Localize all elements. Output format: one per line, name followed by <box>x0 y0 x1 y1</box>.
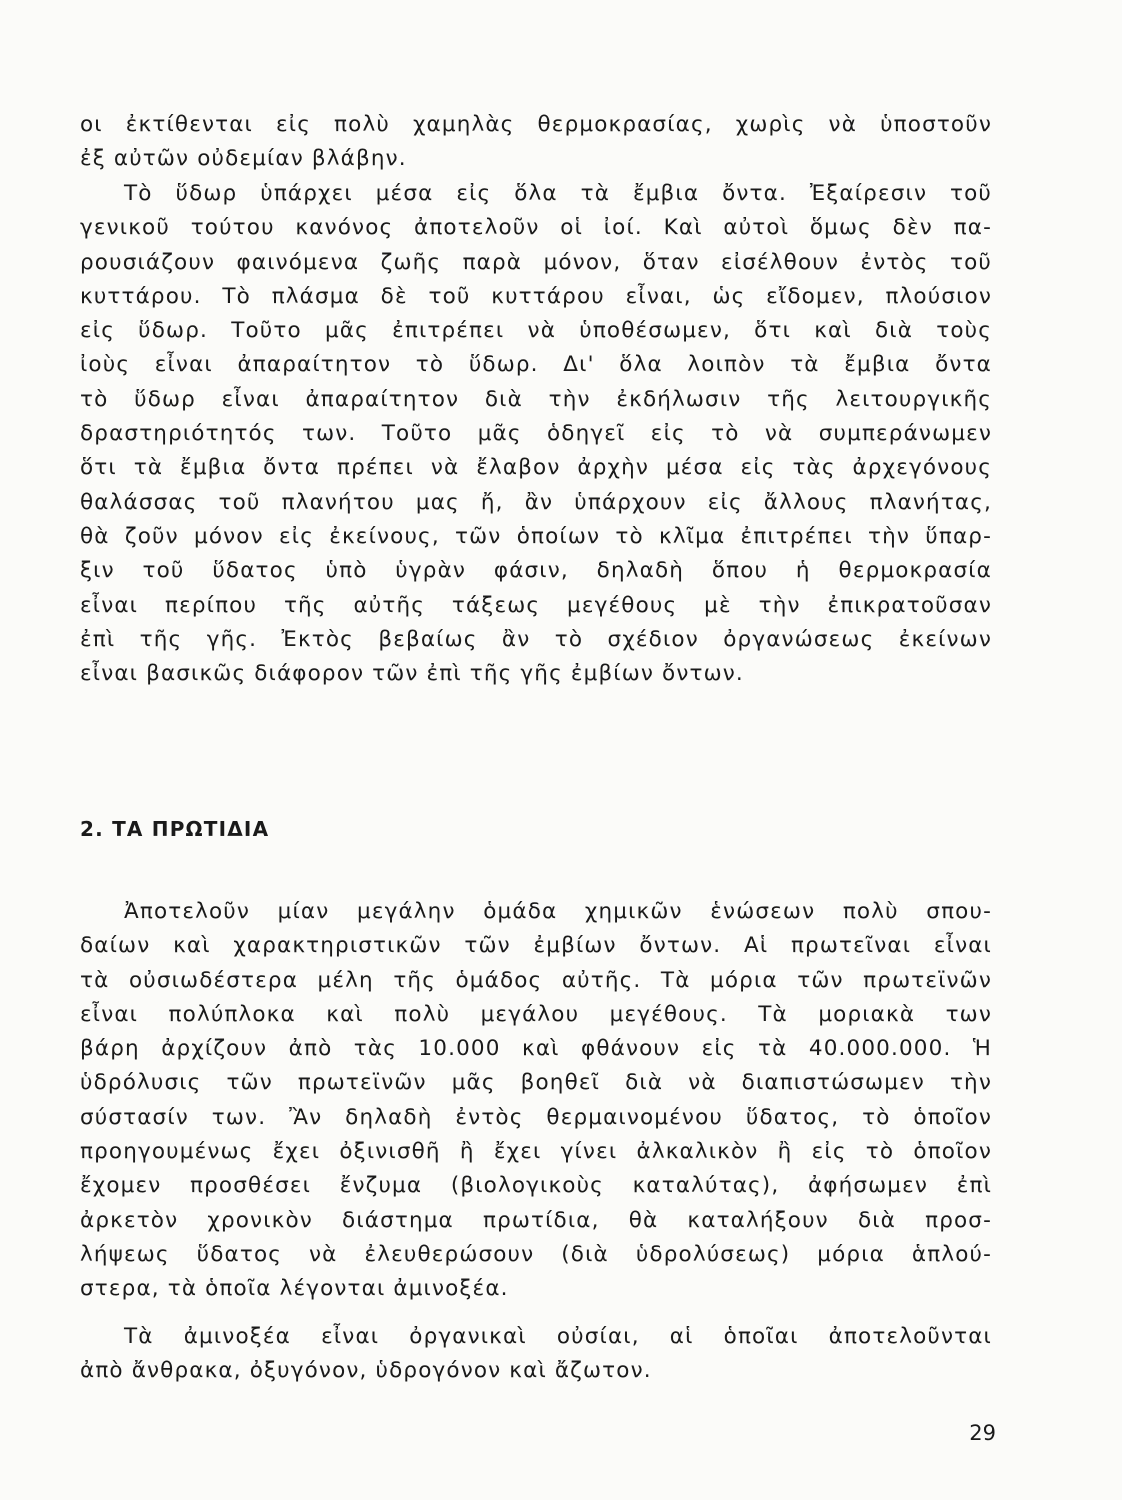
paragraph-amino-acids <box>80 1320 992 1389</box>
text-line: Τὰ ἀμινοξέα εἶναι ὀργανικαὶ οὐσίαι, αἱ ὁποῖαι ἀποτελοῦνται <box>124 1324 992 1349</box>
text-line: ἀπὸ ἄνθρακα, ὀξυγόνον, ὑδρογόνον καὶ ἄζωτον. <box>80 1358 652 1384</box>
text-line: θὰ ζοῦν μόνον εἰς ἐκείνους, τῶν ὁποίων τὸ κλῖμα ἐπιτρέπει τὴν ὕπαρ- <box>80 523 992 549</box>
section-heading: 2. ΤΑ ΠΡΩΤΙΔΙΑ <box>80 817 270 841</box>
text-line: ἰοὺς εἶναι ἀπαραίτητον τὸ ὕδωρ. Δι' ὅλα λοιπὸν τὰ ἔμβια ὄντα <box>80 352 992 378</box>
text-line: εἶναι περίπου τῆς αὐτῆς τάξεως μεγέθους μὲ τὴν ἐπικρατοῦσαν <box>80 592 992 618</box>
text-line: βάρη ἀρχίζουν ἀπὸ τὰς 10.000 καὶ φθάνουν εἰς τὰ 40.000.000. Ἡ <box>80 1036 992 1062</box>
text-line: λήψεως ὕδατος νὰ ἐλευθερώσουν (διὰ ὑδρολύσεως) μόρια ἁπλού- <box>80 1241 992 1267</box>
text-line: δραστηριότητός των. Τοῦτο μᾶς ὁδηγεῖ εἰς τὸ νὰ συμπεράνωμεν <box>80 421 992 447</box>
text-line: θαλάσσας τοῦ πλανήτου μας ἤ, ἂν ὑπάρχουν εἰς ἄλλους πλανήτας, <box>80 489 992 515</box>
text-line: ξιν τοῦ ὕδατος ὑπὸ ὑγρὰν φάσιν, δηλαδὴ ὅπου ἡ θερμοκρασία <box>80 558 992 584</box>
text-line: προηγουμένως ἔχει ὀξινισθῆ ἢ ἔχει γίνει ἀλκαλικὸν ἢ εἰς τὸ ὁποῖον <box>80 1139 992 1165</box>
text-line: ἔχομεν προσθέσει ἔνζυμα (βιολογικοὺς καταλύτας), ἀφήσωμεν ἐπὶ <box>80 1173 992 1199</box>
page-number: 29 <box>969 1421 996 1445</box>
text-line: ρουσιάζουν φαινόμενα ζωῆς παρὰ μόνον, ὅταν εἰσέλθουν ἐντὸς τοῦ <box>80 249 992 275</box>
text-line: ὅτι τὰ ἔμβια ὄντα πρέπει νὰ ἔλαβον ἀρχὴν μέσα εἰς τὰς ἀρχεγόνους <box>80 455 992 481</box>
text-line: τὸ ὕδωρ εἶναι ἀπαραίτητον διὰ τὴν ἐκδήλωσιν τῆς λειτουργικῆς <box>80 386 992 412</box>
text-line: σύστασίν των. Ἂν δηλαδὴ ἐντὸς θερμαινομένου ὕδατος, τὸ ὁποῖον <box>80 1104 992 1130</box>
text-line: δαίων καὶ χαρακτηριστικῶν τῶν ἐμβίων ὄντων. Αἱ πρωτεῖναι εἶναι <box>80 933 992 959</box>
text-line: εἰς ὕδωρ. Τοῦτο μᾶς ἐπιτρέπει νὰ ὑποθέσωμεν, ὅτι καὶ διὰ τοὺς <box>80 318 992 344</box>
paragraph-water <box>80 177 992 691</box>
text-line: ἀρκετὸν χρονικὸν διάστημα πρωτίδια, θὰ καταλήξουν διὰ προσ- <box>80 1207 992 1233</box>
text-line: ἐξ αὐτῶν οὐδεμίαν βλάβην. <box>80 146 407 172</box>
text-line: Τὸ ὕδωρ ὑπάρχει μέσα εἰς ὅλα τὰ ἔμβια ὄντα. Ἐξαίρεσιν τοῦ <box>124 181 992 206</box>
text-line: γενικοῦ τούτου κανόνος ἀποτελοῦν οἱ ἰοί. Καὶ αὐτοὶ ὅμως δὲν πα- <box>80 215 992 241</box>
text-line: εἶναι πολύπλοκα καὶ πολὺ μεγάλου μεγέθους. Τὰ μοριακὰ των <box>80 1001 992 1027</box>
paragraph-continuation <box>80 108 992 177</box>
text-line: εἶναι βασικῶς διάφορον τῶν ἐπὶ τῆς γῆς ἐμβίων ὄντων. <box>80 661 744 687</box>
text-line: Ἀποτελοῦν μίαν μεγάλην ὁμάδα χημικῶν ἑνώσεων πολὺ σπου- <box>124 899 992 924</box>
text-line: ἐπὶ τῆς γῆς. Ἐκτὸς βεβαίως ἂν τὸ σχέδιον ὀργανώσεως ἐκείνων <box>80 626 992 652</box>
text-line: κυττάρου. Τὸ πλάσμα δὲ τοῦ κυττάρου εἶναι, ὡς εἴδομεν, πλούσιον <box>80 283 992 309</box>
text-line: οι ἐκτίθενται εἰς πολὺ χαμηλὰς θερμοκρασίας, χωρὶς νὰ ὑποστοῦν <box>80 112 992 137</box>
text-line: τὰ οὐσιωδέστερα μέλη τῆς ὁμάδος αὐτῆς. Τὰ μόρια τῶν πρωτεϊνῶν <box>80 967 992 993</box>
text-line: ὑδρόλυσις τῶν πρωτεϊνῶν μᾶς βοηθεῖ διὰ νὰ διαπιστώσωμεν τὴν <box>80 1070 992 1096</box>
text-line: στερα, τὰ ὁποῖα λέγονται ἀμινοξέα. <box>80 1276 509 1302</box>
paragraph-proteins <box>80 895 992 1307</box>
